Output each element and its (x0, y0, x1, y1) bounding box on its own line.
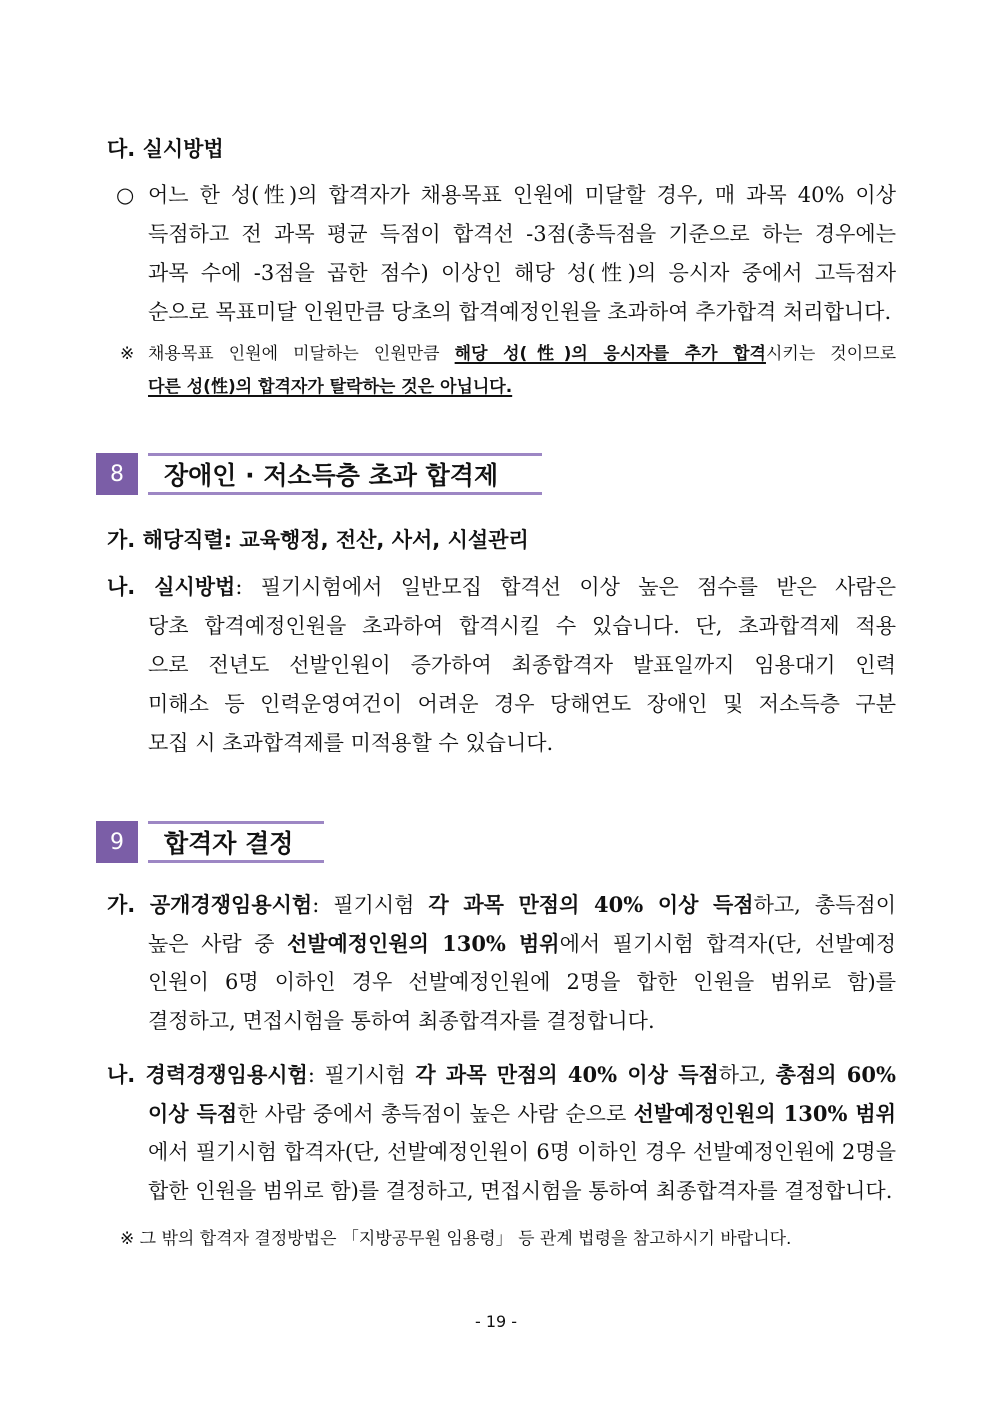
paragraph-line: 순으로 목표미달 인원만큼 당초의 합격예정인원을 초과하여 추가합격 처리합니다. (148, 300, 892, 324)
note-line: 채용목표 인원에 미달하는 인원만큼 해당 성(性)의 응시자를 추가 합격시키는 것이므로 (148, 344, 896, 364)
paragraph-line: 으로 전년도 선발인원이 증가하여 최종합격자 발표일까지 임용대기 인력 (148, 653, 896, 677)
paragraph-line: 합한 인원을 범위로 함)를 결정하고, 면접시험을 통하여 최종합격자를 결정합니다. (148, 1179, 893, 1203)
paragraph-line: 당초 합격예정인원을 초과하여 합격시킬 수 있습니다. 단, 초과합격제 적용 (148, 614, 896, 638)
page-number: - 19 - (474, 1312, 518, 1331)
paragraph-line: 모집 시 초과합격제를 미적용할 수 있습니다. (148, 731, 554, 755)
section-title: 합격자 결정 (148, 821, 324, 863)
paragraph-line: 에서 필기시험 합격자(단, 선발예정인원이 6명 이하인 경우 선발예정인원에 2명을 (148, 1140, 896, 1164)
section-number-badge: 8 (96, 453, 138, 495)
paragraph-line: 이상 득점한 사람 중에서 총득점이 높은 사람 순으로 선발예정인원의 130% 범위 (148, 1101, 896, 1126)
paragraph-line: 가. 공개경쟁임용시험: 필기시험 각 과목 만점의 40% 이상 득점하고, 총득점이 (107, 892, 896, 917)
paragraph-line: 인원이 6명 이하인 경우 선발예정인원에 2명을 합한 인원을 범위로 함)를 (148, 970, 896, 994)
note-marker: ※ (120, 344, 135, 364)
target-shortfall-paragraph (148, 176, 896, 332)
subheading-implementation-method: 다. 실시방법 (107, 137, 224, 161)
note-line (148, 371, 896, 404)
note-emphasis: 다른 성(性)의 합격자가 탈락하는 것은 아닙니다. (148, 377, 513, 397)
note-emphasis: 해당 성(性)의 응시자를 추가 합격 (454, 344, 766, 364)
paragraph-line: 결정하고, 면접시험을 통하여 최종합격자를 결정합니다. (148, 1009, 655, 1033)
paragraph-line: 어느 한 성(性)의 합격자가 채용목표 인원에 미달할 경우, 매 과목 40% 이상 (148, 183, 896, 207)
paragraph-line: 득점하고 전 과목 평균 득점이 합격선 -3점(총득점을 기준으로 하는 경우에는 (148, 222, 896, 246)
career-competition-paragraph (107, 1055, 896, 1094)
section-title: 장애인 · 저소득층 초과 합격제 (148, 453, 542, 495)
target-shortfall-note (148, 338, 896, 404)
paragraph-line: 나. 경력경쟁임용시험: 필기시험 각 과목 만점의 40% 이상 득점하고, 총점의 60% (107, 1062, 896, 1087)
applicable-positions: 가. 해당직렬: 교육행정, 전산, 사서, 시설관리 (107, 528, 529, 552)
open-competition-paragraph (107, 885, 896, 924)
career-competition-paragraph-continued (148, 1094, 896, 1211)
paragraph-line: 과목 수에 -3점을 곱한 점수) 이상인 해당 성(性)의 응시자 중에서 고득점자 (148, 261, 896, 285)
section-number-badge: 9 (96, 821, 138, 863)
paragraph-line: 미해소 등 인력운영여건이 어려운 경우 당해연도 장애인 및 저소득층 구분 (148, 692, 896, 716)
open-competition-paragraph-continued (148, 924, 896, 1041)
bullet-marker: ○ (116, 183, 135, 207)
paragraph-line: 높은 사람 중 선발예정인원의 130% 범위에서 필기시험 합격자(단, 선발예정 (148, 931, 896, 956)
excess-pass-paragraph (107, 568, 896, 607)
paragraph-line: 나. 실시방법: 필기시험에서 일반모집 합격선 이상 높은 점수를 받은 사람은 (107, 575, 896, 599)
reference-note: ※ 그 밖의 합격자 결정방법은 「지방공무원 임용령」 등 관계 법령을 참고하시기 바랍니다. (120, 1229, 792, 1249)
excess-pass-paragraph-continued (148, 607, 896, 763)
